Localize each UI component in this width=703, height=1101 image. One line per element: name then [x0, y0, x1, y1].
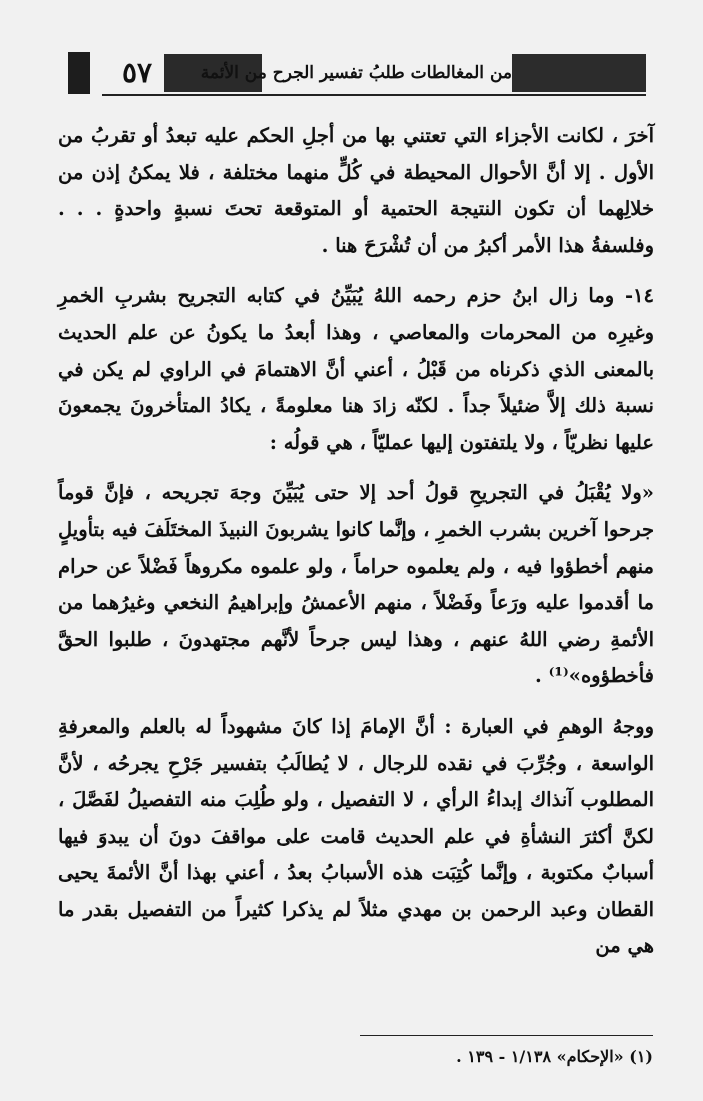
header-rule: [102, 94, 646, 96]
page-number: ٥٧: [121, 56, 153, 89]
footnote-rule: [360, 1035, 653, 1036]
running-title: من المغالطات طلبُ تفسير الجرح من الأئمة: [200, 63, 512, 83]
quotation-paragraph: «ولا يُقْبَلُ في التجريحِ قولُ أحد إلا حتى يُبَيِّنَ وجهَ تجريحه ، فإنَّ قوماً جرحوا آخرين بشرب الخمرِ ، وإنَّما كانوا يشربونَ النبيذَ المختَلَفَ فيه بتأويلٍ منهم أخطؤوا فيه ، ولم يعلموه حراماً ، ولو علموه مكروهاً فَضْلاً عن حرام ما أقدموا عليه ورَعاً وفَضْلاً ، منهم الأعمشُ وإبراهيمُ النخعي وغيرُهما من الأئمةِ رضي اللهُ عنهم ، وهذا ليس جرحاً لأنَّهم مجتهدونَ ، طلبوا الحقَّ فأخطؤوه»⁽¹⁾ .: [58, 481, 654, 688]
main-text: [58, 118, 654, 979]
paragraph: آخرَ ، لكانت الأجزاء التي تعتني بها من أجلِ الحكم عليه تبعدُ أو تقربُ من الأول . إلا أنَّ الأحوال المحيطة في كُلٍّ منهما مختلفة ، فلا يمكنُ إذن من خلالِهما أن تكون النتيجة الحتمية أو المتوقعة تحتَ نسبةٍ واحدةٍ . . . وفلسفةُ هذا الأمر أكبرُ من أن تُشْرَحَ هنا .: [58, 124, 654, 257]
header-left-block: [68, 52, 90, 94]
footnote: (١) «الإحكام» ١/١٣٨ - ١٣٩ .: [456, 1047, 653, 1066]
header-right-block: [512, 54, 646, 92]
paragraph: ١٤- وما زال ابنُ حزم رحمه اللهُ يُبَيِّنُ في كتابه التجريح بشربِ الخمرِ وغيرِه من المحرمات والمعاصي ، وهذا أبعدُ ما يكونُ عن علم الحديث بالمعنى الذي ذكرناه من قَبْلُ ، أعني أنَّ الاهتمامَ في الراوي لم يكن في نسبة ذلك إلاَّ ضئيلاً جداً . لكنّه زادَ هنا معلومةً ، يكادُ المتأخرونَ يجمعونَ عليها نظريّاً ، ولا يلتفتون إليها عمليّاً ، هي قولُه :: [58, 284, 654, 454]
page-header: [68, 48, 646, 96]
paragraph: ووجهُ الوهمِ في العبارة : أنَّ الإمامَ إذا كانَ مشهوداً له بالعلم والمعرفةِ الواسعة ، وجُرِّبَ في نقده للرجال ، لا يُطالَبُ بتفسير جَرْحِ يجرحُه ، لأنَّ المطلوب آنذاك إبداءُ الرأي ، لا التفصيل ، ولو طُلِبَ منه التفصيلُ لفَصَّلَ ، لكنَّ أكثرَ النشأةِ في علم الحديث قامت على مواقفَ دونَ أن يبدوَ فيها أسبابٌ مكتوبة ، وإنَّما كُتِبَت هذه الأسبابُ بعدُ ، أعني بهذا أنَّ الأئمةَ يحيى القطان وعبد الرحمن بن مهدي مثلاً لم يذكرا كثيراً من التفصيل بقدر ما هي من: [58, 714, 654, 958]
